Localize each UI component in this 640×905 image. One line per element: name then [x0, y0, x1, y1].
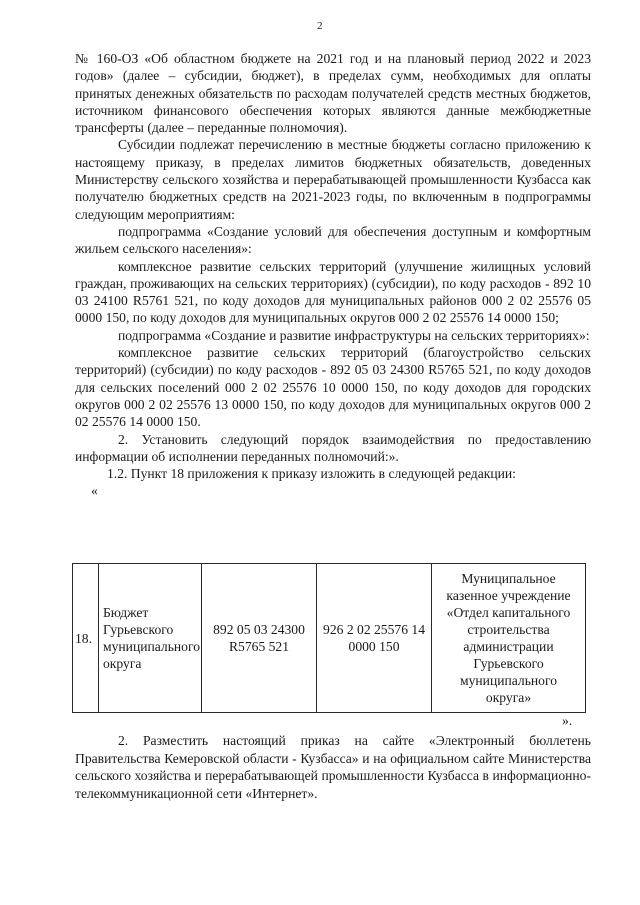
quote-close-mark: ».	[562, 713, 573, 728]
point-1-2: 1.2. Пункт 18 приложения к приказу изложить в следующей редакции:	[107, 466, 516, 482]
subprogram-1: подпрограмма «Создание условий для обеспечения доступным и комфортным жильем сельского населения»:	[75, 223, 591, 257]
budget-cell: Бюджет Гурьевского муниципального округа	[99, 564, 202, 713]
document-footer-text	[75, 732, 591, 802]
institution-cell: Муниципальное казенное учреждение «Отдел капитального строительства администрации Гурьевского муниципального округа»	[432, 564, 586, 713]
document-body	[75, 50, 591, 500]
page-number: 2	[317, 20, 323, 32]
subprogram-2: подпрограмма «Создание и развитие инфраструктуры на сельских территориях»:	[118, 327, 590, 343]
measure-1: комплексное развитие сельских территорий (улучшение жилищных условий граждан, проживающих на сельских территориях) (субсидии), по коду расходов - 892 10 03 24100 R5761 521, по коду доходов для муниципальных районов 000 2 02 25576 05 0000 150, по коду доходов для муниципальных округов 000 2 02 25576 14 0000 150;	[75, 258, 591, 326]
table-row	[73, 564, 586, 713]
row-number: 18.	[73, 564, 99, 713]
quote-open-mark: «	[91, 483, 98, 499]
measure-2: комплексное развитие сельских территорий (благоустройство сельских территорий) (субсидии) по коду расходов - 892 05 03 24300 R5765 521, по коду доходов для сельских поселений 000 2 02 25576 10 0000 150, по коду доходов для городских округов 000 2 02 25576 13 0000 150, по коду доходов для муниципальных округов 000 2 02 25576 14 0000 150.	[75, 345, 591, 430]
subsidies-paragraph: Субсидии подлежат перечислению в местные бюджеты согласно приложению к настоящему приказу, в пределах лимитов бюджетных обязательств, доведенных Министерству сельского хозяйства и перерабатывающей промышленности Кузбасса как получателю бюджетных средств на 2021-2023 годы, по включенным в подпрограммы следующим мероприятиям:	[75, 137, 591, 222]
intro-paragraph: № 160-ОЗ «Об областном бюджете на 2021 год и на плановый период 2022 и 2023 годов» (далее – субсидии, бюджет), в пределах сумм, необходимых для оплаты принятых денежных обязательств по расходам получателей средств местных бюджетов, источником финансового обеспечения которых являются данные межбюджетные трансферты (далее – переданные полномочия).	[75, 51, 591, 136]
point-2-establish: 2. Установить следующий порядок взаимодействия по предоставлению информации об исполнении переданных полномочий:».	[75, 431, 591, 464]
point-2-publish: 2. Разместить настоящий приказ на сайте «Электронный бюллетень Правительства Кемеровской области - Кузбасса» и на официальном сайте Министерства сельского хозяйства и перерабатывающей промышленности Кузбасса в информационно-телекоммуникационной сети «Интернет».	[75, 733, 591, 801]
amendment-table	[72, 563, 586, 713]
expense-code-cell: 892 05 03 24300 R5765 521	[202, 564, 317, 713]
income-code-cell: 926 2 02 25576 14 0000 150	[317, 564, 432, 713]
